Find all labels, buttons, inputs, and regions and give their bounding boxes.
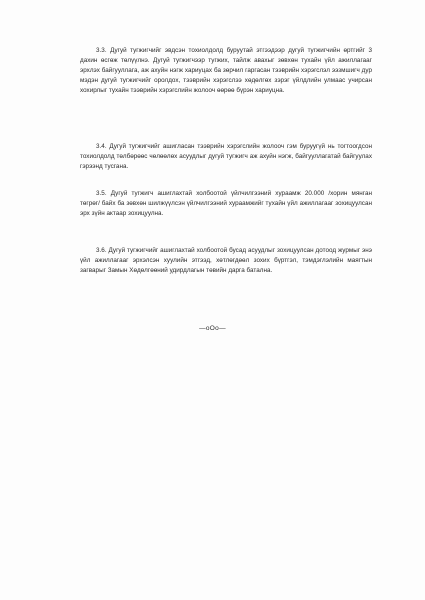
paragraph-3-5: 3.5. Дугуй тугжигч ашиглахтай холбоотой үйлчилгээний хураамж 20.000 /хорин мянган төгрөг/ байх ба зөвхөн шилжүүлсэн үйлчилгээний хураамжийг тухайн үйл ажиллагааг зохицуулсан эрх зүйн актаар зохицуулна. (80, 190, 372, 217)
paragraph-3-6: 3.6. Дугуй тугжигчийг ашиглахтай холбоотой бусад асуудлыг зохицуулсан дотоод журмыг энэ үйл ажиллагааг эрхэлсэн хуулийн этгээд, хөтлөгдөөл зохих бүртгэл, тэмдэглэлийн маягтын загварыг Замын Хөдөлгөөний удирдлагын төвийн дарга батална. (80, 247, 372, 274)
document-end-mark: —oOo— (199, 325, 226, 332)
paragraph-3-4: 3.4. Дугуй тугжигчийг ашигласан тээврийн хэрэгслийн жолооч гэм буруугүй нь тогтоогдсон тохиолдолд төлбөрөөс чөлөөлөх асуудлыг дугуй тугжигч аж ахуйн нэгж, байгууллагатай байгуулах гэрээнд тусгана. (80, 143, 372, 170)
paragraph-3-3: 3.3. Дугуй тугжигчийг эвдсэн тохиолдолд буруутай этгээдээр дугуй тугжигчийн өртгийг 3 дахин өсгөж төлүүлнэ. Дугуй тугжигчээр тугжих, тайлж авахыг зөвхөн тухайн үйл ажиллагааг эрхлэх байгууллага, аж ахуйн нэгж хариуцах ба зөрчил гаргасан тээврийн хэрэгслэл ээзмшигч дур мэдэн дугуй тугжигчийг оролдох, тээврийн хэрэгслээ хөдөлгөх зэрэг үйлдлийн улмаас учирсан хохирлыг тухайн тээврийн хэрэгслийн жолооч өөрөө бүрэн хариуцна. (80, 47, 372, 94)
